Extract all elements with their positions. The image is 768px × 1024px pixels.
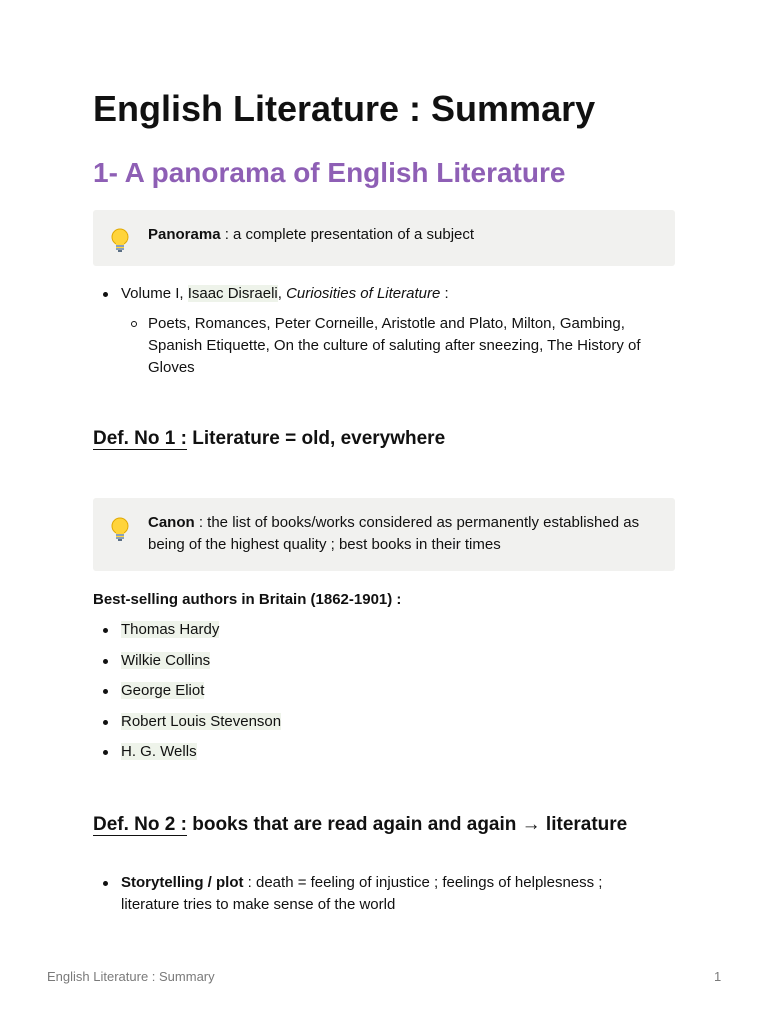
- bestselling-heading: Best-selling authors in Britain (1862-1901) :: [93, 591, 402, 608]
- bullet-dot: [103, 750, 108, 755]
- footer-page-number: 1: [714, 969, 722, 984]
- bullet-dot: [103, 689, 108, 694]
- bullet-dot: [103, 720, 108, 725]
- bullet-dot: [103, 628, 108, 633]
- list-item: [93, 680, 675, 711]
- definition-1-label: Def. No 1 :: [93, 428, 187, 449]
- lightbulb-icon: [109, 227, 131, 253]
- lightbulb-icon: [109, 516, 131, 542]
- definition-2-text: books that are read again and again → literature: [186, 814, 628, 835]
- bullet-dot: [103, 659, 108, 664]
- author-name[interactable]: Thomas Hardy: [121, 621, 220, 638]
- callout-panorama: [93, 210, 675, 266]
- book-title: Curiosities of Literature: [286, 285, 441, 302]
- list-item: [93, 741, 675, 772]
- authors-list: [93, 619, 675, 772]
- topics-text: Poets, Romances, Peter Corneille, Aristotle and Plato, Milton, Gambing, Spanish Etiquette, On the culture of saluting after sneezing, The History of Gloves: [148, 315, 641, 376]
- bullet-dot: [103, 292, 108, 297]
- callout-panorama-text: [148, 224, 661, 246]
- list-item: [93, 283, 675, 305]
- volume-sublist: [93, 313, 663, 379]
- definition-1-heading: [93, 426, 445, 452]
- definition-canon: : the list of books/works considered as permanently established as being of the highest quality ; best books in their times: [148, 514, 640, 553]
- list-item: [93, 711, 675, 742]
- bullet-circle: [131, 321, 137, 327]
- separator: ,: [277, 285, 287, 302]
- author-name[interactable]: Robert Louis Stevenson: [121, 712, 282, 730]
- author-name[interactable]: George Eliot: [121, 682, 205, 699]
- section-heading-panorama: 1- A panorama of English Literature: [93, 157, 566, 188]
- callout-canon-text: [148, 512, 661, 556]
- callout-canon: [93, 498, 675, 571]
- term-panorama: Panorama: [148, 226, 221, 243]
- list-item: [93, 313, 663, 379]
- volume-list: [93, 283, 675, 305]
- page-title: English Literature : Summary: [93, 88, 596, 129]
- definition-panorama: : a complete presentation of a subject: [220, 226, 475, 243]
- term-canon: Canon: [148, 514, 195, 531]
- storytelling-text: : death = feeling of injustice ; feelings of helplesness ; literature tries to make sense of the world: [121, 874, 603, 913]
- storytelling-term: Storytelling / plot: [121, 874, 244, 891]
- author-name[interactable]: H. G. Wells: [121, 743, 197, 760]
- definition-1-text: Literature = old, everywhere: [186, 428, 446, 449]
- definition-2-label: Def. No 2 :: [93, 814, 187, 835]
- author-name[interactable]: Wilkie Collins: [121, 651, 211, 669]
- bullet-dot: [103, 881, 108, 886]
- volume-suffix: :: [440, 285, 449, 302]
- list-item: [93, 650, 675, 681]
- volume-prefix: Volume I,: [121, 285, 188, 302]
- footer-title: English Literature : Summary: [47, 969, 215, 984]
- definition-2-heading: [93, 812, 627, 838]
- author-link[interactable]: Isaac Disraeli: [187, 285, 278, 302]
- list-item: [93, 619, 675, 650]
- list-item: [93, 872, 638, 916]
- storytelling-list: [93, 872, 638, 916]
